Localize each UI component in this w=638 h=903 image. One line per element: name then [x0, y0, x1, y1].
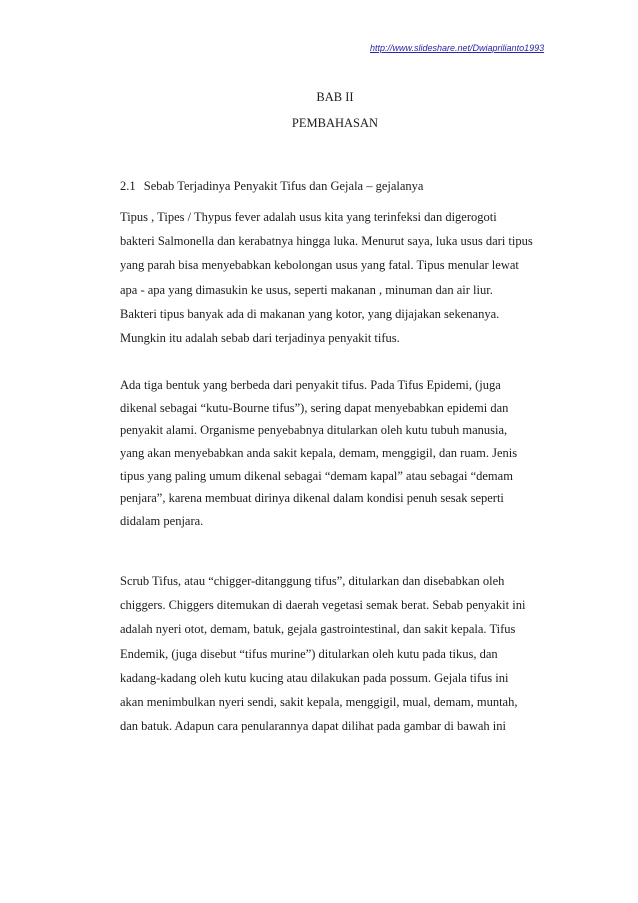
paragraph-line: chiggers. Chiggers ditemukan di daerah vegetasi semak berat. Sebab penyakit ini: [120, 598, 526, 613]
paragraph-line: akan menimbulkan nyeri sendi, sakit kepala, menggigil, mual, demam, muntah,: [120, 694, 518, 709]
paragraph-line: Ada tiga bentuk yang berbeda dari penyakit tifus. Pada Tifus Epidemi, (juga: [120, 378, 501, 392]
paragraph-line: Scrub Tifus, atau “chigger-ditanggung tifus”, ditularkan dan disebabkan oleh: [120, 574, 505, 588]
paragraph-line: penjara”, karena membuat dirinya dikenal dalam kondisi penuh sesak seperti: [120, 491, 504, 506]
paragraph-line: Mungkin itu adalah sebab dari terjadinya penyakit tifus.: [120, 330, 400, 345]
paragraph-line: dan batuk. Adapun cara penularannya dapat dilihat pada gambar di bawah ini: [120, 719, 506, 734]
chapter-title: PEMBAHASAN: [291, 116, 379, 130]
paragraph-line: Tipus , Tipes / Thypus fever adalah usus kita yang terinfeksi dan digerogoti: [120, 210, 497, 224]
paragraph: [120, 205, 560, 350]
paragraph-line: Endemik, (juga disebut “tifus murine”) ditularkan oleh kutu pada tikus, dan: [120, 646, 498, 661]
paragraph: [120, 374, 560, 533]
paragraph-line: dikenal sebagai “kutu-Bourne tifus”), sering dapat menyebabkan epidemi dan: [120, 400, 509, 415]
chapter-label: BAB II: [316, 90, 354, 104]
paragraph-line: penyakit alami. Organisme penyebabnya ditularkan oleh kutu tubuh manusia,: [120, 423, 508, 438]
paragraph-line: bakteri Salmonella dan kerabatnya hingga luka. Menurut saya, luka usus dari tipus: [120, 234, 533, 249]
paragraph-line: tipus yang paling umum dikenal sebagai “demam kapal” atau sebagai “demam: [120, 468, 513, 483]
paragraph-line: Bakteri tipus banyak ada di makanan yang kotor, yang dijajakan sekenanya.: [120, 306, 500, 321]
section-title: Sebab Terjadinya Penyakit Tifus dan Gejala – gejalanya: [143, 179, 424, 193]
paragraph-line: yang parah bisa menyebabkan kebolongan usus yang fatal. Tipus menular lewat: [120, 258, 519, 273]
source-link[interactable]: http://www.slideshare.net/Dwiaprilianto1993: [370, 43, 545, 53]
paragraph-line: kadang-kadang oleh kutu kucing atau dilakukan pada possum. Gejala tifus ini: [120, 670, 509, 685]
paragraph-line: yang akan menyebabkan anda sakit kepala, demam, menggigil, dan ruam. Jenis: [120, 446, 518, 461]
paragraph-line: apa - apa yang dimasukin ke usus, seperti makanan , minuman dan air liur.: [120, 282, 493, 297]
paragraph: [120, 569, 560, 738]
paragraph-line: didalam penjara.: [120, 514, 204, 529]
section-heading: [120, 178, 423, 194]
section-number: 2.1: [120, 179, 136, 193]
paragraph-line: adalah nyeri otot, demam, batuk, gejala gastrointestinal, dan sakit kepala. Tifus: [120, 622, 516, 637]
